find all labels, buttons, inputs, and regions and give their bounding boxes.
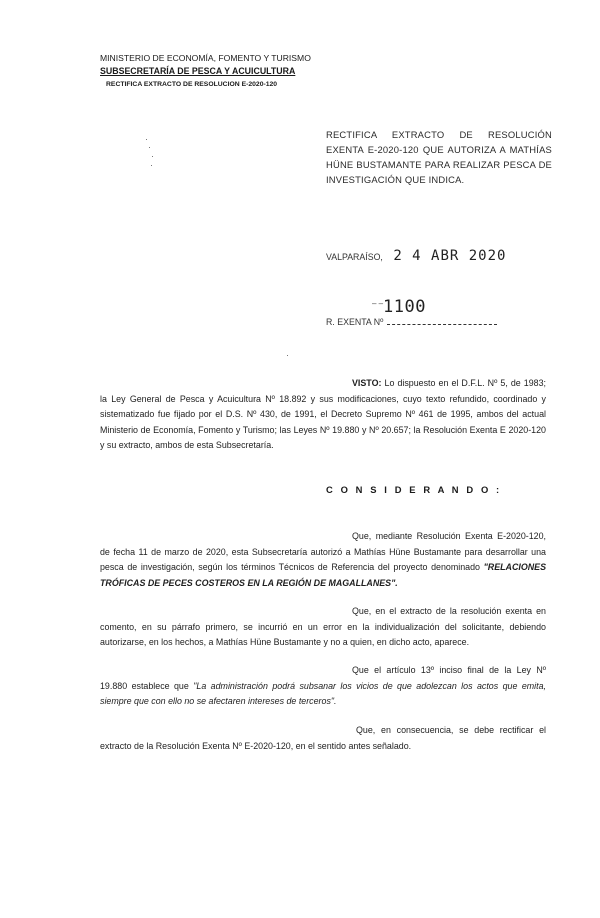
paragraph-3-text: Que el artículo 13º inciso final de la Ley Nº 19.880 establece que	[100, 665, 546, 691]
considerando-heading: C O N S I D E R A N D O :	[326, 484, 502, 495]
project-name: "RELACIONES TRÓFICAS DE PECES COSTEROS EN LA REGIÓN DE MAGALLANES".	[100, 562, 546, 588]
date-place: VALPARAÍSO,	[326, 252, 383, 262]
number-underline	[387, 315, 497, 325]
number-dash: – –	[372, 299, 384, 308]
visto-label: VISTO:	[352, 378, 382, 388]
considerando-paragraph-4	[100, 723, 546, 754]
considerando-paragraph-2	[100, 604, 546, 651]
visto-text: Lo dispuesto en el D.F.L. Nº 5, de 1983; la Ley General de Pesca y Acuicultura Nº 18.892 y sus modificaciones, cuyo texto refundido, coordinado y sistematizado fue fijado por el D.S. Nº 430, de 1991, el Decreto Supremo Nº 461 de 1995, ambos del actual Ministerio de Economía, Fomento y Turismo; las Leyes Nº 19.880 y Nº 20.657; la Resolución Exenta E 2020-120 y su extracto, ambos de esta Subsecretaría.	[100, 378, 547, 451]
scan-speck	[149, 147, 150, 148]
scan-speck	[152, 156, 153, 157]
paragraph-1-text: Que, mediante Resolución Exenta E-2020-120, de fecha 11 de marzo de 2020, esta Subsecretaría autorizó a Mathías Hüne Bustamante para desarrollar una pesca de investigación, según los términos Técnicos de Referencia del proyecto denominado	[100, 531, 546, 573]
paragraph-4-text: Que, en consecuencia, se debe rectificar el extracto de la Resolución Exenta Nº E-2020-120, en el sentido antes señalado.	[100, 725, 546, 751]
considerando-paragraph-1	[100, 529, 546, 591]
resolution-label: R. EXENTA Nº	[326, 317, 384, 327]
scan-speck	[146, 139, 147, 140]
law-quote: "La administración podrá subsanar los vicios de que adolezcan los actos que emita, siempre que con ello no se afectaren intereses de terceros".	[100, 680, 546, 707]
scan-speck	[287, 355, 288, 356]
ministry-name: MINISTERIO DE ECONOMÍA, FOMENTO Y TURISMO	[100, 53, 311, 63]
scan-speck	[151, 165, 152, 166]
date-stamp: 2 4 ABR 2020	[393, 248, 507, 264]
paragraph-2-text: Que, en el extracto de la resolución exenta en comento, en su párrafo primero, se incurrió en un error en la individualización del solicitante, debiendo autorizarse, en los hechos, a Mathías Hüne Bustamante y no a quien, en dicho acto, aparece.	[100, 606, 546, 648]
document-title: RECTIFICA EXTRACTO DE RESOLUCIÓN EXENTA E-2020-120 QUE AUTORIZA A MATHÍAS HÜNE BUSTAMANTE PARA REALIZAR PESCA DE INVESTIGACIÓN QUE INDICA.	[326, 129, 552, 185]
subsecretaria-name: SUBSECRETARÍA DE PESCA Y ACUICULTURA	[100, 66, 296, 76]
visto-paragraph	[100, 376, 546, 454]
resolution-label-line	[326, 315, 497, 327]
date-line	[326, 248, 506, 264]
extract-reference: RECTIFICA EXTRACTO DE RESOLUCION E-2020-120	[106, 81, 278, 88]
resolution-number: 1100	[383, 297, 426, 317]
letterhead	[100, 52, 360, 91]
considerando-paragraph-3	[100, 663, 546, 710]
